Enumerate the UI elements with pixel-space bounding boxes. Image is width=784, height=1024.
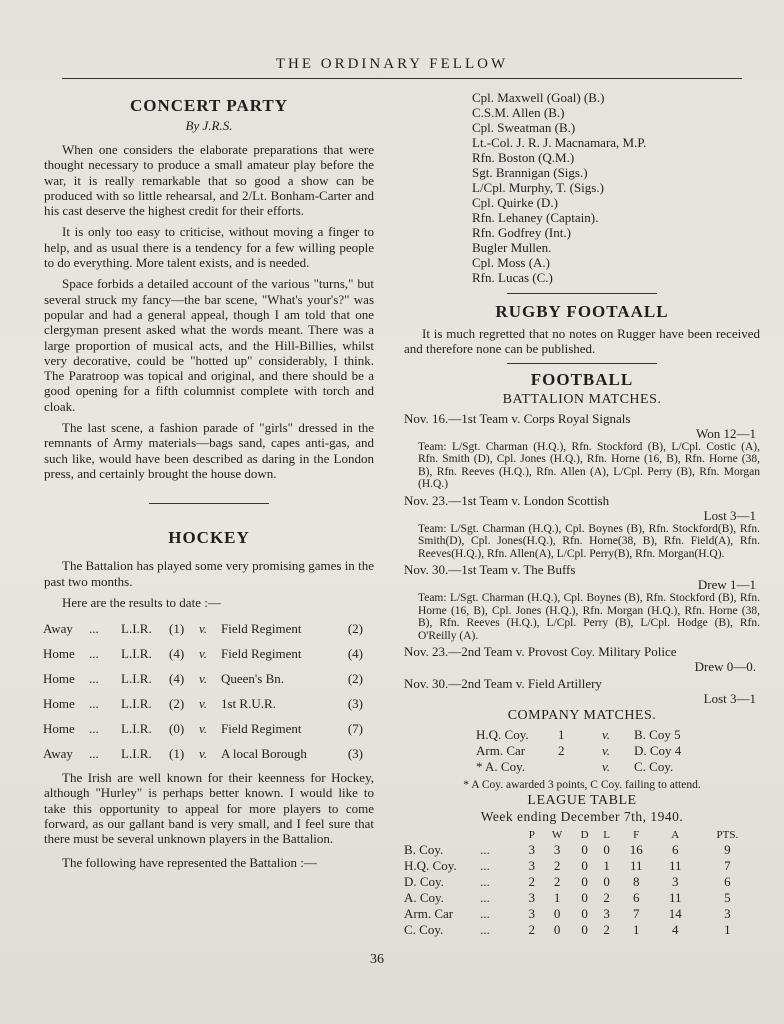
- player-list-item: Cpl. Sweatman (B.): [472, 120, 576, 135]
- league-cell: 2: [528, 874, 535, 890]
- league-dots: ...: [480, 842, 490, 858]
- hockey-result-row: [43, 741, 363, 766]
- league-table-title: LEAGUE TABLE: [527, 793, 637, 809]
- page-number: 36: [370, 952, 384, 967]
- match-entry: [404, 493, 760, 561]
- league-team: H.Q. Coy.: [404, 858, 457, 874]
- hockey-result-row: [43, 666, 363, 691]
- hockey-result-v: v.: [199, 695, 208, 711]
- league-cell: 0: [581, 906, 588, 922]
- player-list-item: Bugler Mullen.: [472, 240, 552, 255]
- league-cell: 3: [553, 842, 561, 858]
- league-team: Arm. Car: [404, 906, 454, 922]
- battalion-matches-title: BATTALION MATCHES.: [502, 391, 662, 407]
- league-header-cell: L: [603, 828, 610, 841]
- hockey-result-score: (4): [169, 670, 185, 686]
- league-cell: 0: [581, 858, 588, 874]
- company-matches-title: COMPANY MATCHES.: [507, 708, 657, 724]
- league-dots: ...: [480, 858, 490, 874]
- player-list-item: Cpl. Maxwell (Goal) (B.): [472, 90, 605, 105]
- league-team: D. Coy.: [404, 874, 444, 890]
- league-cell: 2: [553, 874, 561, 890]
- hockey-result-opp_score: (3): [347, 695, 363, 711]
- league-cell: 3: [528, 890, 535, 906]
- player-list-item: Rfn. Lucas (C.): [472, 270, 553, 285]
- match-team: Team: L/Sgt. Charman (H.Q.), Cpl. Boynes (B), Rfn. Stockford(B), Rfn. Smith(D), Cpl. Jones(H.Q.), Rfn. Horne(38, B), Rfn. Field(A), Rfn. Reeves(H.Q.), Rfn. Allen(A), L/Cpl. Perry(B), Rfn. Morgan(H.Q).: [418, 522, 760, 560]
- match-entry: [404, 644, 760, 674]
- hockey-result-opp_score: (2): [347, 620, 363, 636]
- league-cell: 6: [724, 874, 731, 890]
- company-match-home: Arm. Car: [476, 743, 526, 759]
- hockey-result-team: L.I.R.: [121, 720, 152, 736]
- league-cell: 11: [668, 858, 682, 874]
- company-match-v: v.: [601, 743, 611, 759]
- league-cell: 9: [724, 842, 731, 858]
- league-row: [404, 906, 760, 922]
- hockey-result-venue: Away: [43, 620, 73, 636]
- league-cell: 3: [528, 906, 535, 922]
- hockey-title: HOCKEY: [168, 528, 250, 548]
- hockey-result-dots: ...: [89, 670, 99, 686]
- football-section: [404, 370, 760, 939]
- hockey-result-opponent: A local Borough: [221, 745, 307, 761]
- hockey-result-venue: Home: [43, 720, 75, 736]
- player-list-item: Lt.-Col. J. R. J. Macnamara, M.P.: [472, 135, 647, 150]
- match-entry: [404, 562, 760, 642]
- hockey-result-v: v.: [199, 720, 208, 736]
- match-result: Lost 3—1: [703, 691, 756, 707]
- hockey-intro: The Battalion has played some very promising games in the past two months.: [44, 558, 374, 589]
- rugby-text: It is much regretted that no notes on Rugger have been received and therefore none can be published.: [404, 326, 760, 357]
- league-cell: 0: [581, 874, 588, 890]
- league-cell: 8: [632, 874, 640, 890]
- match-team: Team: L/Sgt. Charman (H.Q.), Rfn. Stockford (B), L/Cpl. Costic (A), Rfn. Smith (D), Cpl. Jones (H.Q.), Rfn. Horne (16, B), Rfn. Horne (38, B), Rfn. Reeves (H.Q.), Rfn. Allen (A), L/Cpl. Perry (B), Rfn. Morgan (H.Q.): [418, 440, 760, 491]
- hockey-result-score: (1): [169, 745, 185, 761]
- league-cell: 0: [603, 874, 610, 890]
- league-cell: 14: [668, 906, 682, 922]
- company-match-v: v.: [601, 759, 611, 775]
- match-line: Nov. 23.—2nd Team v. Provost Coy. Military Police: [404, 644, 677, 660]
- hockey-result-dots: ...: [89, 745, 99, 761]
- league-header-cell: D: [580, 828, 589, 841]
- hockey-result-team: L.I.R.: [121, 620, 152, 636]
- league-dots: ...: [480, 922, 490, 938]
- match-line: Nov. 23.—1st Team v. London Scottish: [404, 492, 610, 508]
- hockey-result-dots: ...: [89, 720, 99, 736]
- match-team: Team: L/Sgt. Charman (H.Q.), Cpl. Boynes (B), Rfn. Stockford (B), Rfn. Horne (16, B), Cpl. Jones (H.Q.), Rfn. Morgan (H.Q.), Rfn. Horne (38, B), Rfn. Reeves (H.Q.), L/Cpl. Perry (B), L/Cpl. Hodge (B), Rfn. O'Reilly (A).: [418, 592, 760, 642]
- football-title: FOOTBALL: [530, 369, 634, 389]
- company-match-home: * A. Coy.: [476, 759, 525, 775]
- league-dots: ...: [480, 890, 490, 906]
- hockey-result-row: [43, 616, 363, 641]
- hockey-result-v: v.: [199, 745, 208, 761]
- concert-byline: By J.R.S.: [185, 118, 233, 133]
- player-list-item: Rfn. Boston (Q.M.): [472, 150, 575, 165]
- hockey-result-opp_score: (2): [347, 670, 363, 686]
- company-match-home: H.Q. Coy.: [476, 727, 529, 743]
- league-team: C. Coy.: [404, 922, 444, 938]
- hockey-result-dots: ...: [89, 620, 99, 636]
- concert-section: [44, 96, 374, 481]
- hockey-result-opponent: Queen's Bn.: [221, 670, 285, 686]
- league-table: [404, 827, 760, 938]
- match-entry: [404, 676, 760, 706]
- league-cell: 2: [528, 922, 535, 938]
- hockey-result-opponent: Field Regiment: [221, 720, 302, 736]
- league-cell: 0: [553, 906, 561, 922]
- league-cell: 11: [668, 890, 682, 906]
- match-result: Lost 3—1: [703, 507, 756, 523]
- hockey-section: [44, 528, 374, 870]
- player-list-item: Cpl. Quirke (D.): [472, 195, 558, 210]
- hockey-result-venue: Home: [43, 695, 75, 711]
- league-table-subtitle: Week ending December 7th, 1940.: [480, 809, 684, 825]
- match-result: Won 12—1: [696, 425, 756, 441]
- player-list-item: Rfn. Godfrey (Int.): [472, 225, 571, 240]
- hockey-results-table: [43, 616, 363, 766]
- rugby-title: RUGBY FOOTAALL: [495, 302, 669, 321]
- league-cell: 6: [632, 890, 640, 906]
- league-header-cell: P: [528, 828, 535, 841]
- league-team: B. Coy.: [404, 842, 444, 858]
- hockey-result-v: v.: [199, 670, 208, 686]
- battalion-matches: [404, 411, 760, 707]
- player-list-item: Sgt. Brannigan (Sigs.): [472, 165, 588, 180]
- league-cell: 7: [724, 858, 731, 874]
- league-cell: 5: [724, 890, 731, 906]
- company-match-hs: [554, 759, 582, 775]
- hockey-result-dots: ...: [89, 695, 99, 711]
- company-match-away: C. Coy.: [634, 759, 674, 775]
- running-header: THE ORDINARY FELLOW: [275, 56, 509, 72]
- hockey-result-team: L.I.R.: [121, 695, 152, 711]
- league-cell: 4: [672, 922, 679, 938]
- hockey-represented-intro: The following have represented the Battalion :—: [62, 854, 317, 870]
- company-match-row: [472, 759, 718, 775]
- hockey-result-opp_score: (4): [347, 645, 363, 661]
- league-header-cell: PTS.: [716, 828, 739, 841]
- league-cell: 0: [581, 890, 588, 906]
- right-column: [404, 90, 760, 938]
- league-cell: 2: [603, 890, 610, 906]
- league-cell: 11: [629, 858, 643, 874]
- match-result: Drew 1—1: [697, 577, 756, 593]
- league-row: [404, 842, 760, 858]
- match-line: Nov. 30.—1st Team v. The Buffs: [404, 562, 576, 578]
- league-cell: 0: [553, 922, 561, 938]
- hockey-result-row: [43, 716, 363, 741]
- hockey-result-venue: Home: [43, 645, 75, 661]
- concert-paragraph: When one considers the elaborate preparations that were thought necessary to produce a small amateur play before the war, it is really remarkable that so good a show can be produced with so little rehearsal, and 2/Lt. Bonham-Carter and his cast deserve the highest credit for their efforts.: [44, 142, 374, 219]
- league-dots: ...: [480, 906, 490, 922]
- league-cell: 1: [553, 890, 561, 906]
- league-cell: 7: [632, 906, 640, 922]
- league-cell: 3: [528, 842, 535, 858]
- section-divider: [149, 503, 269, 504]
- league-header-cell: A: [671, 828, 680, 841]
- concert-title: CONCERT PARTY: [129, 96, 289, 115]
- rugby-section: [404, 302, 760, 357]
- player-list-item: Cpl. Moss (A.): [472, 255, 551, 270]
- company-match-hs: 1: [558, 727, 565, 743]
- league-row: [404, 922, 760, 938]
- hockey-result-opponent: 1st R.U.R.: [221, 695, 276, 711]
- left-column: [44, 90, 374, 876]
- league-team: A. Coy.: [404, 890, 444, 906]
- league-row: [404, 874, 760, 890]
- company-match-row: [472, 743, 718, 759]
- hockey-result-opponent: Field Regiment: [221, 620, 302, 636]
- league-header-cell: W: [551, 828, 563, 841]
- league-cell: 3: [724, 906, 731, 922]
- player-list-item: C.S.M. Allen (B.): [472, 105, 565, 120]
- concert-paragraph: Space forbids a detailed account of the various "turns," but several struck my fancy—the bar scene, "What's your's?" was popular and had a general appeal, though I am told that one clergyman present asked what the words meant. There was a large proportion of musical acts, and the Hill-Billies, whilst very decorative, could be "hotted up" considerably, I think. The Paratroop was topical and original, and there should be a good opening for a fifth columnist complete with torch and cloak.: [44, 276, 374, 414]
- league-cell: 1: [603, 858, 610, 874]
- league-cell: 1: [632, 922, 640, 938]
- concert-paragraph: The last scene, a fashion parade of "girls" dressed in the remnants of Army materials—bags sand, capes anti-gas, and such like, would have been described as daring in the London press, and certainly brought the house down.: [44, 420, 374, 481]
- player-list-item: L/Cpl. Murphy, T. (Sigs.): [472, 180, 604, 195]
- company-match-away: D. Coy 4: [634, 743, 682, 759]
- league-cell: 3: [672, 874, 679, 890]
- company-match-v: v.: [601, 727, 611, 743]
- player-list-item: Rfn. Lehaney (Captain).: [472, 210, 599, 225]
- hockey-result-row: [43, 691, 363, 716]
- hockey-result-team: L.I.R.: [121, 745, 152, 761]
- section-divider: [507, 293, 657, 294]
- league-cell: 2: [553, 858, 561, 874]
- company-matches-table: [472, 727, 718, 775]
- hockey-result-dots: ...: [89, 645, 99, 661]
- league-cell: 6: [672, 842, 679, 858]
- hockey-result-score: (1): [169, 620, 185, 636]
- hockey-result-team: L.I.R.: [121, 645, 152, 661]
- league-row: [404, 890, 760, 906]
- hockey-result-venue: Home: [43, 670, 75, 686]
- league-cell: 16: [629, 842, 643, 858]
- league-header-cell: F: [633, 828, 640, 841]
- match-entry: [404, 411, 760, 491]
- league-cell: 0: [603, 842, 610, 858]
- league-cell: 2: [603, 922, 610, 938]
- hockey-result-v: v.: [199, 620, 208, 636]
- hockey-players-list: [472, 90, 760, 285]
- concert-paragraph: It is only too easy to criticise, without moving a finger to help, and as usual there is a tendency for a few willing people to do everything. More talent exists, and is needed.: [44, 224, 374, 271]
- league-cell: 3: [603, 906, 610, 922]
- hockey-result-v: v.: [199, 645, 208, 661]
- hockey-result-venue: Away: [43, 745, 73, 761]
- match-line: Nov. 30.—2nd Team v. Field Artillery: [404, 676, 602, 692]
- hockey-closing: The Irish are well known for their keenness for Hockey, although "Hurley" is perhaps better known. I would like to take this opportunity to appeal for more players to come forward, as our gallant band is very small, and I feel sure that there must be several unknown players in the Battalion.: [44, 770, 374, 847]
- company-note: * A Coy. awarded 3 points, C Coy. failing to attend.: [463, 779, 701, 792]
- league-row: [404, 858, 760, 874]
- company-match-row: [472, 727, 718, 743]
- match-line: Nov. 16.—1st Team v. Corps Royal Signals: [404, 410, 631, 426]
- league-cell: 0: [581, 842, 588, 858]
- hockey-result-opp_score: (7): [347, 720, 363, 736]
- hockey-result-score: (4): [169, 645, 185, 661]
- league-cell: 1: [724, 922, 731, 938]
- league-dots: ...: [480, 874, 490, 890]
- hockey-result-team: L.I.R.: [121, 670, 152, 686]
- company-match-away: B. Coy 5: [634, 727, 681, 743]
- hockey-result-opponent: Field Regiment: [221, 645, 302, 661]
- match-result: Drew 0—0.: [694, 659, 756, 675]
- hockey-result-score: (2): [169, 695, 185, 711]
- league-cell: 3: [528, 858, 535, 874]
- hockey-result-row: [43, 641, 363, 666]
- header-rule: [62, 78, 742, 79]
- section-divider: [507, 363, 657, 364]
- hockey-results-intro: Here are the results to date :—: [62, 594, 221, 610]
- company-match-hs: 2: [558, 743, 565, 759]
- hockey-result-score: (0): [169, 720, 185, 736]
- league-cell: 0: [581, 922, 588, 938]
- hockey-result-opp_score: (3): [347, 745, 363, 761]
